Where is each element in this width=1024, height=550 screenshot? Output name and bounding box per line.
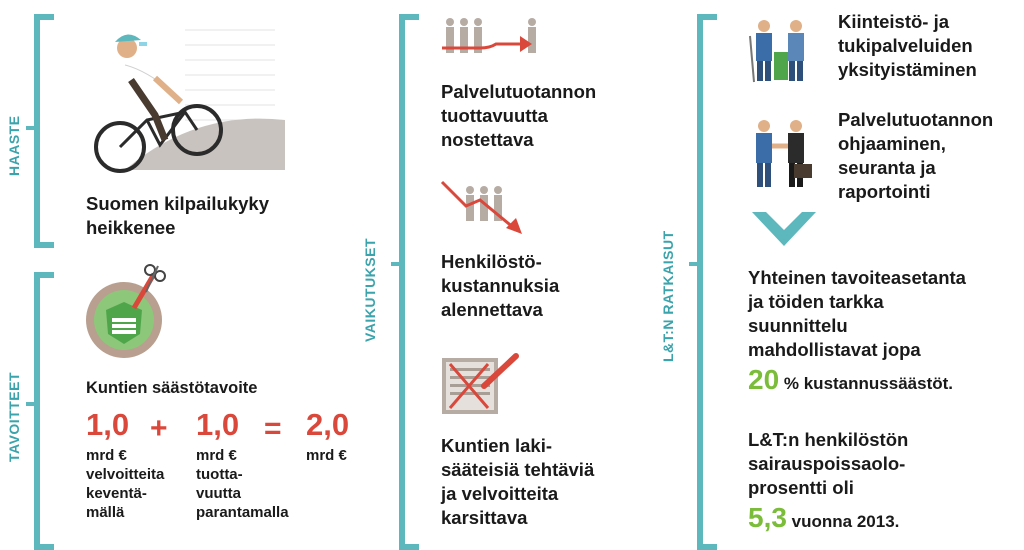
v3-line-1: Kuntien laki- bbox=[441, 435, 553, 456]
label-1 bbox=[86, 446, 164, 522]
handshake-icon bbox=[748, 118, 816, 190]
v3-line-2: sääteisiä tehtäviä bbox=[441, 459, 595, 480]
label-3-line-1: mrd € bbox=[306, 447, 347, 464]
absence-number: 5,3 bbox=[748, 502, 787, 533]
r1-line-3: yksityistäminen bbox=[838, 59, 977, 80]
r1-line-1: Kiinteistö- ja bbox=[838, 11, 950, 32]
v1-line-3: nostettava bbox=[441, 129, 534, 150]
vaikutukset-item-3 bbox=[441, 434, 594, 530]
vaikutukset-item-2 bbox=[441, 250, 559, 322]
vaikutukset-item-1 bbox=[441, 80, 596, 152]
label-2-line-1: mrd € bbox=[196, 447, 237, 464]
haaste-bracket bbox=[34, 14, 54, 248]
ratkaisut-tick bbox=[689, 262, 699, 266]
absence-line-2: sairauspoissaolo- bbox=[748, 453, 906, 474]
r2-line-1: Palvelutuotannon bbox=[838, 109, 994, 130]
result-line-2: ja töiden tarkka bbox=[748, 291, 884, 312]
v2-line-3: alennettava bbox=[441, 299, 543, 320]
result-number: 20 bbox=[748, 364, 780, 395]
label-1-line-4: mällä bbox=[86, 504, 125, 521]
vaikutukset-tick bbox=[391, 262, 401, 266]
productivity-up-icon bbox=[440, 16, 550, 66]
chevron-down-icon bbox=[752, 212, 816, 248]
absence-line-3: prosentti oli bbox=[748, 477, 854, 498]
haaste-line-1: Suomen kilpailukyky bbox=[86, 193, 270, 214]
num-2: 1,0 bbox=[196, 407, 240, 442]
r1-line-2: tukipalveluiden bbox=[838, 35, 973, 56]
plus-sign: + bbox=[150, 412, 168, 445]
document-cross-icon bbox=[436, 352, 526, 418]
haaste-section-label: HAASTE bbox=[6, 115, 22, 176]
v1-line-2: tuottavuutta bbox=[441, 105, 548, 126]
costs-down-icon bbox=[440, 178, 540, 238]
vaikutukset-section-label: VAIKUTUKSET bbox=[362, 237, 378, 342]
r2-line-2: ohjaaminen, bbox=[838, 133, 946, 154]
haaste-text bbox=[86, 192, 269, 240]
tavoitteet-bracket bbox=[34, 272, 54, 550]
tavoitteet-tick bbox=[26, 402, 36, 406]
ratkaisut-bracket bbox=[697, 14, 717, 550]
result-savings bbox=[748, 364, 953, 396]
vaikutukset-bracket bbox=[399, 14, 419, 550]
label-2-line-3: vuutta bbox=[196, 485, 241, 502]
result-line-4: mahdollistavat jopa bbox=[748, 339, 921, 360]
label-2-line-4: parantamalla bbox=[196, 504, 289, 521]
label-2 bbox=[196, 446, 289, 522]
ratkaisut-item-1 bbox=[838, 10, 977, 82]
equals-sign: = bbox=[264, 412, 282, 445]
absence-text bbox=[748, 428, 908, 500]
v1-line-1: Palvelutuotannon bbox=[441, 81, 597, 102]
r2-line-4: raportointi bbox=[838, 181, 931, 202]
tavoitteet-title: Kuntien säästötavoite bbox=[86, 379, 258, 397]
v3-line-3: ja velvoitteita bbox=[441, 483, 559, 504]
cyclist-icon bbox=[85, 20, 285, 180]
result-line-1: Yhteinen tavoiteasetanta bbox=[748, 267, 966, 288]
v3-line-4: karsittava bbox=[441, 507, 528, 528]
label-3 bbox=[306, 446, 347, 465]
result-line-3: suunnittelu bbox=[748, 315, 848, 336]
r2-line-3: seuranta ja bbox=[838, 157, 936, 178]
cleaners-icon bbox=[744, 16, 816, 84]
absence-line-1: L&T:n henkilöstön bbox=[748, 429, 909, 450]
label-1-line-1: mrd € bbox=[86, 447, 127, 464]
absence-rate bbox=[748, 502, 900, 534]
ratkaisut-section-label: L&T:N RATKAISUT bbox=[660, 230, 676, 362]
result-suffix: % kustannussäästöt. bbox=[783, 374, 953, 393]
haaste-line-2: heikkenee bbox=[86, 217, 176, 238]
v2-line-1: Henkilöstö- bbox=[441, 251, 542, 272]
savings-badge-icon bbox=[84, 262, 174, 362]
haaste-tick bbox=[26, 126, 36, 130]
absence-suffix: vuonna 2013. bbox=[791, 512, 900, 531]
v2-line-2: kustannuksia bbox=[441, 275, 560, 296]
tavoitteet-section-label: TAVOITTEET bbox=[6, 371, 22, 462]
label-1-line-2: velvoitteita bbox=[86, 466, 165, 483]
num-3: 2,0 bbox=[306, 407, 350, 442]
label-2-line-2: tuotta- bbox=[196, 466, 243, 483]
ratkaisut-item-2 bbox=[838, 108, 993, 204]
label-1-line-3: keventä- bbox=[86, 485, 147, 502]
result-text bbox=[748, 266, 966, 362]
num-1: 1,0 bbox=[86, 407, 130, 442]
